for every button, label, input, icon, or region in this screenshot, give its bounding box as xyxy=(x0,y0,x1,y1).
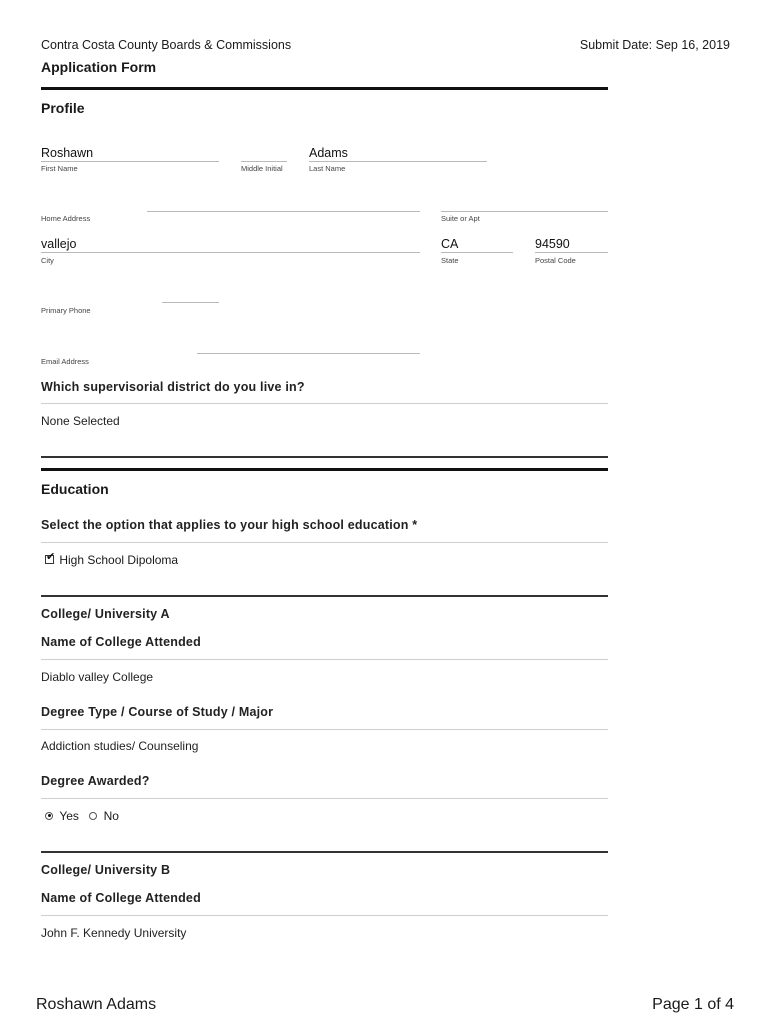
college-a-divider xyxy=(41,595,608,597)
suite-field[interactable] xyxy=(441,211,608,212)
state-value: CA xyxy=(441,237,459,251)
district-question: Which supervisorial district do you live in? xyxy=(41,380,305,394)
high-school-option[interactable] xyxy=(45,552,178,567)
college-a-awarded-question: Degree Awarded? xyxy=(41,774,150,788)
degree-awarded-yes-radio[interactable] xyxy=(45,812,53,820)
state-label: State xyxy=(441,256,459,265)
college-b-title: College/ University B xyxy=(41,863,171,877)
education-section-title: Education xyxy=(41,481,109,497)
postal-code-label: Postal Code xyxy=(535,256,576,265)
city-value: vallejo xyxy=(41,237,77,251)
primary-phone-field[interactable] xyxy=(162,302,219,303)
first-name-label: First Name xyxy=(41,164,78,173)
profile-end-divider xyxy=(41,456,608,458)
degree-awarded-options xyxy=(45,808,119,823)
high-school-answer: High School Dipoloma xyxy=(59,552,179,567)
college-a-awarded-divider xyxy=(41,798,608,799)
footer-applicant-name: Roshawn Adams xyxy=(36,996,157,1013)
city-field[interactable] xyxy=(41,252,420,253)
postal-code-value: 94590 xyxy=(535,237,570,251)
city-label: City xyxy=(41,256,54,265)
degree-awarded-yes-label: Yes xyxy=(59,808,79,823)
college-a-name-divider xyxy=(41,659,608,660)
email-label: Email Address xyxy=(41,357,89,366)
primary-phone-label: Primary Phone xyxy=(41,306,91,315)
middle-initial-field[interactable] xyxy=(241,161,287,162)
district-answer: None Selected xyxy=(41,414,120,428)
email-field[interactable] xyxy=(197,353,420,354)
last-name-label: Last Name xyxy=(309,164,346,173)
form-title: Application Form xyxy=(41,59,157,75)
college-b-divider xyxy=(41,851,608,853)
high-school-checkbox[interactable] xyxy=(45,551,56,564)
high-school-question: Select the option that applies to your high school education * xyxy=(41,518,418,532)
suite-label: Suite or Apt xyxy=(441,214,480,223)
college-b-name-divider xyxy=(41,915,608,916)
organization-name: Contra Costa County Boards & Commissions xyxy=(41,38,292,52)
education-top-divider xyxy=(41,468,608,471)
title-divider xyxy=(41,87,608,90)
home-address-field[interactable] xyxy=(147,211,420,212)
state-field[interactable] xyxy=(441,252,513,253)
college-a-degree-answer: Addiction studies/ Counseling xyxy=(41,739,199,753)
middle-initial-label: Middle Initial xyxy=(241,164,283,173)
last-name-field[interactable] xyxy=(309,161,487,162)
college-a-degree-question: Degree Type / Course of Study / Major xyxy=(41,705,274,719)
high-school-question-divider xyxy=(41,542,608,543)
first-name-value: Roshawn xyxy=(41,146,94,160)
college-a-name-question: Name of College Attended xyxy=(41,635,201,649)
college-a-title: College/ University A xyxy=(41,607,170,621)
check-icon: ✔ xyxy=(46,551,56,564)
district-question-divider xyxy=(41,403,608,404)
home-address-label: Home Address xyxy=(41,214,91,223)
college-a-degree-divider xyxy=(41,729,608,730)
footer-page-indicator: Page 1 of 4 xyxy=(652,996,734,1013)
last-name-value: Adams xyxy=(309,146,348,160)
degree-awarded-no-label: No xyxy=(103,808,119,823)
postal-code-field[interactable] xyxy=(535,252,608,253)
college-b-name-question: Name of College Attended xyxy=(41,891,201,905)
first-name-field[interactable] xyxy=(41,161,219,162)
submit-date: Submit Date: Sep 16, 2019 xyxy=(579,38,730,52)
college-b-name-answer: John F. Kennedy University xyxy=(41,926,187,940)
degree-awarded-no-radio[interactable] xyxy=(89,812,97,820)
profile-section-title: Profile xyxy=(41,100,85,116)
college-a-name-answer: Diablo valley College xyxy=(41,670,154,684)
